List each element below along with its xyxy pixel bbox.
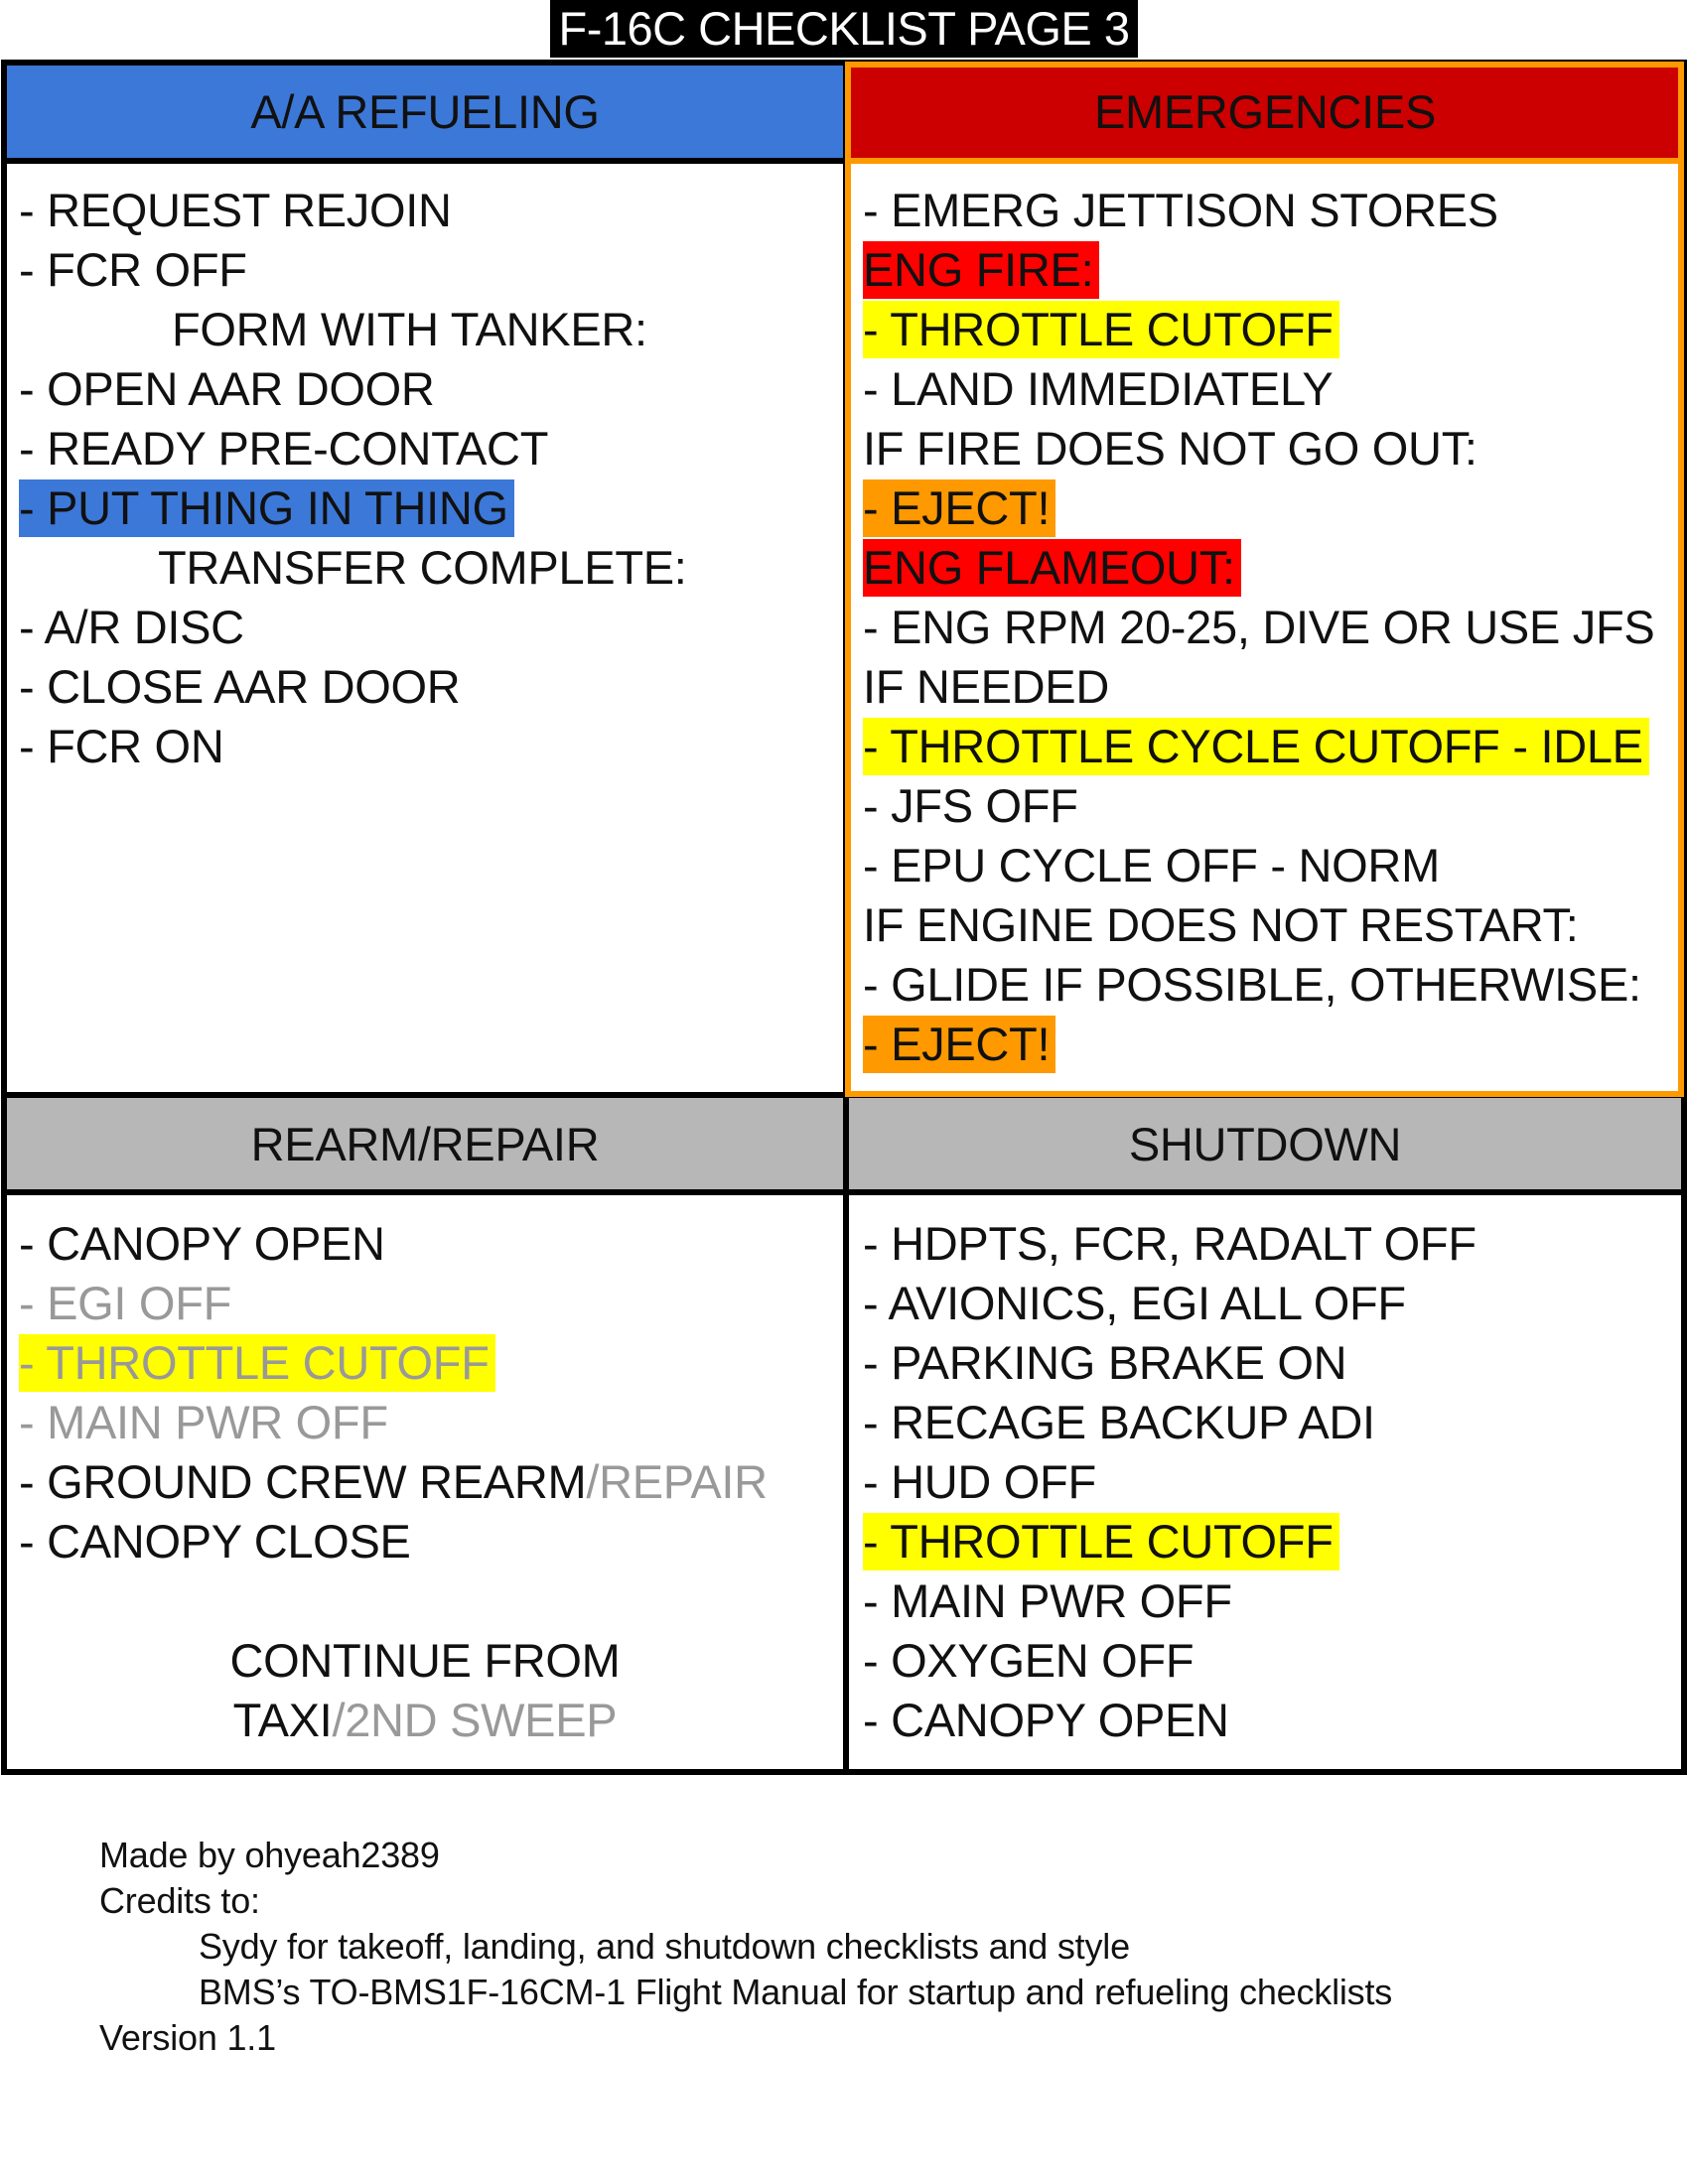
shutdown-step-highlighted: - THROTTLE CUTOFF	[863, 1513, 1339, 1570]
refueling-header-label: A/A REFUELING	[250, 85, 600, 138]
footer-credits-label: Credits to:	[99, 1880, 260, 1921]
emergency-step-highlighted: - THROTTLE CYCLE CUTOFF - IDLE	[863, 718, 1649, 775]
shutdown-step: - CANOPY OPEN	[863, 1694, 1229, 1746]
rearm-step: - CANOPY CLOSE	[19, 1515, 411, 1568]
footer-credit: Sydy for takeoff, landing, and shutdown checklists and style	[199, 1926, 1130, 1967]
refuel-subheading: TRANSFER COMPLETE:	[158, 541, 687, 594]
emergency-condition: IF FIRE DOES NOT GO OUT:	[863, 422, 1477, 475]
rearm-header	[7, 1098, 843, 1189]
rearm-step-optional: - EGI OFF	[19, 1277, 232, 1329]
rearm-text-optional: /REPAIR	[586, 1455, 768, 1508]
rearm-continue-target	[7, 1692, 843, 1749]
refuel-step: - REQUEST REJOIN	[19, 184, 452, 236]
shutdown-header-label: SHUTDOWN	[1128, 1117, 1402, 1170]
emergencies-header-label: EMERGENCIES	[1093, 85, 1437, 138]
rearm-header-label: REARM/REPAIR	[250, 1117, 600, 1170]
emergency-heading-eng-fire: ENG FIRE:	[863, 241, 1099, 299]
emergency-step: - GLIDE IF POSSIBLE, OTHERWISE:	[863, 958, 1641, 1011]
emergency-step-highlighted: - THROTTLE CUTOFF	[863, 301, 1339, 358]
refuel-step-highlighted: - PUT THING IN THING	[19, 479, 514, 537]
refuel-step: - FCR OFF	[19, 243, 247, 296]
page-title: F-16C CHECKLIST PAGE 3	[550, 0, 1138, 58]
shutdown-step: - HUD OFF	[863, 1455, 1096, 1508]
footer-made-by: Made by ohyeah2389	[99, 1835, 440, 1875]
refueling-header	[7, 66, 843, 158]
emergency-step: - EPU CYCLE OFF - NORM	[863, 839, 1440, 891]
footer-version: Version 1.1	[99, 2017, 276, 2058]
refueling-body	[7, 164, 843, 1092]
shutdown-body	[849, 1195, 1681, 1769]
shutdown-step: - PARKING BRAKE ON	[863, 1336, 1347, 1389]
emergency-eject: - EJECT!	[863, 1016, 1055, 1073]
shutdown-step: - OXYGEN OFF	[863, 1634, 1195, 1687]
emergency-step: - ENG RPM 20-25, DIVE OR USE JFS	[863, 601, 1655, 653]
rearm-continue-label: CONTINUE FROM	[229, 1634, 621, 1687]
emergency-step: - LAND IMMEDIATELY	[863, 362, 1334, 415]
shutdown-step: - RECAGE BACKUP ADI	[863, 1396, 1375, 1448]
rearm-text-optional: /2ND SWEEP	[332, 1694, 618, 1746]
rearm-step-optional: - MAIN PWR OFF	[19, 1396, 388, 1448]
rearm-text: TAXI	[232, 1694, 333, 1746]
refuel-step: - READY PRE-CONTACT	[19, 422, 549, 475]
rearm-step-highlighted: - THROTTLE CUTOFF	[19, 1334, 495, 1392]
shutdown-step: - HDPTS, FCR, RADALT OFF	[863, 1217, 1477, 1270]
emergency-heading-eng-flameout: ENG FLAMEOUT:	[863, 539, 1241, 597]
refuel-step: - OPEN AAR DOOR	[19, 362, 435, 415]
emergency-step: - JFS OFF	[863, 779, 1078, 832]
emergencies-header	[849, 66, 1681, 158]
shutdown-step: - MAIN PWR OFF	[863, 1574, 1232, 1627]
shutdown-step: - AVIONICS, EGI ALL OFF	[863, 1277, 1406, 1329]
refuel-step: - CLOSE AAR DOOR	[19, 660, 461, 713]
shutdown-header	[849, 1098, 1681, 1189]
emergency-eject: - EJECT!	[863, 479, 1055, 537]
rearm-step-ground-crew	[19, 1453, 768, 1511]
refuel-subheading: FORM WITH TANKER:	[172, 303, 647, 355]
footer-credit: BMS’s TO-BMS1F-16CM-1 Flight Manual for startup and refueling checklists	[199, 1972, 1393, 2012]
rearm-step: - CANOPY OPEN	[19, 1217, 385, 1270]
emergency-step-continued: IF NEEDED	[863, 660, 1109, 713]
refuel-step: - A/R DISC	[19, 601, 244, 653]
emergencies-body	[849, 164, 1681, 1092]
rearm-text: - GROUND CREW REARM	[19, 1455, 587, 1508]
rearm-body	[7, 1195, 843, 1769]
emergency-condition: IF ENGINE DOES NOT RESTART:	[863, 898, 1579, 951]
refuel-step: - FCR ON	[19, 720, 224, 772]
emergency-step: - EMERG JETTISON STORES	[863, 184, 1498, 236]
